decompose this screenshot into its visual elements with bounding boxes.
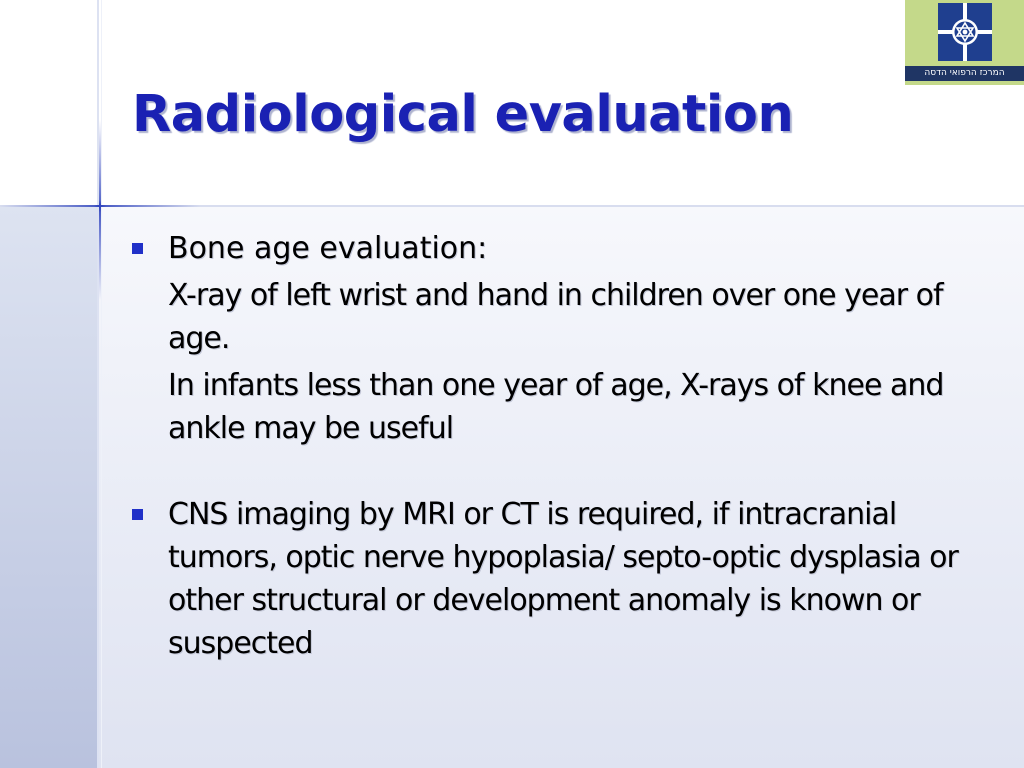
square-bullet-icon [132,243,143,254]
bullet-paragraph: In infants less than one year of age, X-rays of knee and ankle may be useful [168,368,944,446]
square-bullet-icon [132,509,143,520]
bullet-item-cns-imaging [132,493,992,665]
slide-title: Radiological evaluation [132,85,794,144]
bullet-heading: CNS imaging by MRI or CT is required, if intracranial tumors, optic nerve hypoplasia/ septo-optic dysplasia or other structural or development anomaly is known or suspected [168,497,958,661]
left-gradient-panel [0,207,98,768]
bullet-item-bone-age [132,227,992,450]
bullet-heading: Bone age evaluation: [168,231,488,266]
sparkle-icon [94,200,106,212]
vertical-divider-secondary [101,0,102,768]
hospital-logo [905,0,1024,85]
bullet-paragraph: X-ray of left wrist and hand in children over one year of age. [168,278,943,356]
vertical-divider [97,0,99,768]
logo-caption: המרכז הרפואי הדסה [905,66,1024,81]
bullet-list [132,227,992,665]
hadassah-emblem-icon [938,3,992,61]
